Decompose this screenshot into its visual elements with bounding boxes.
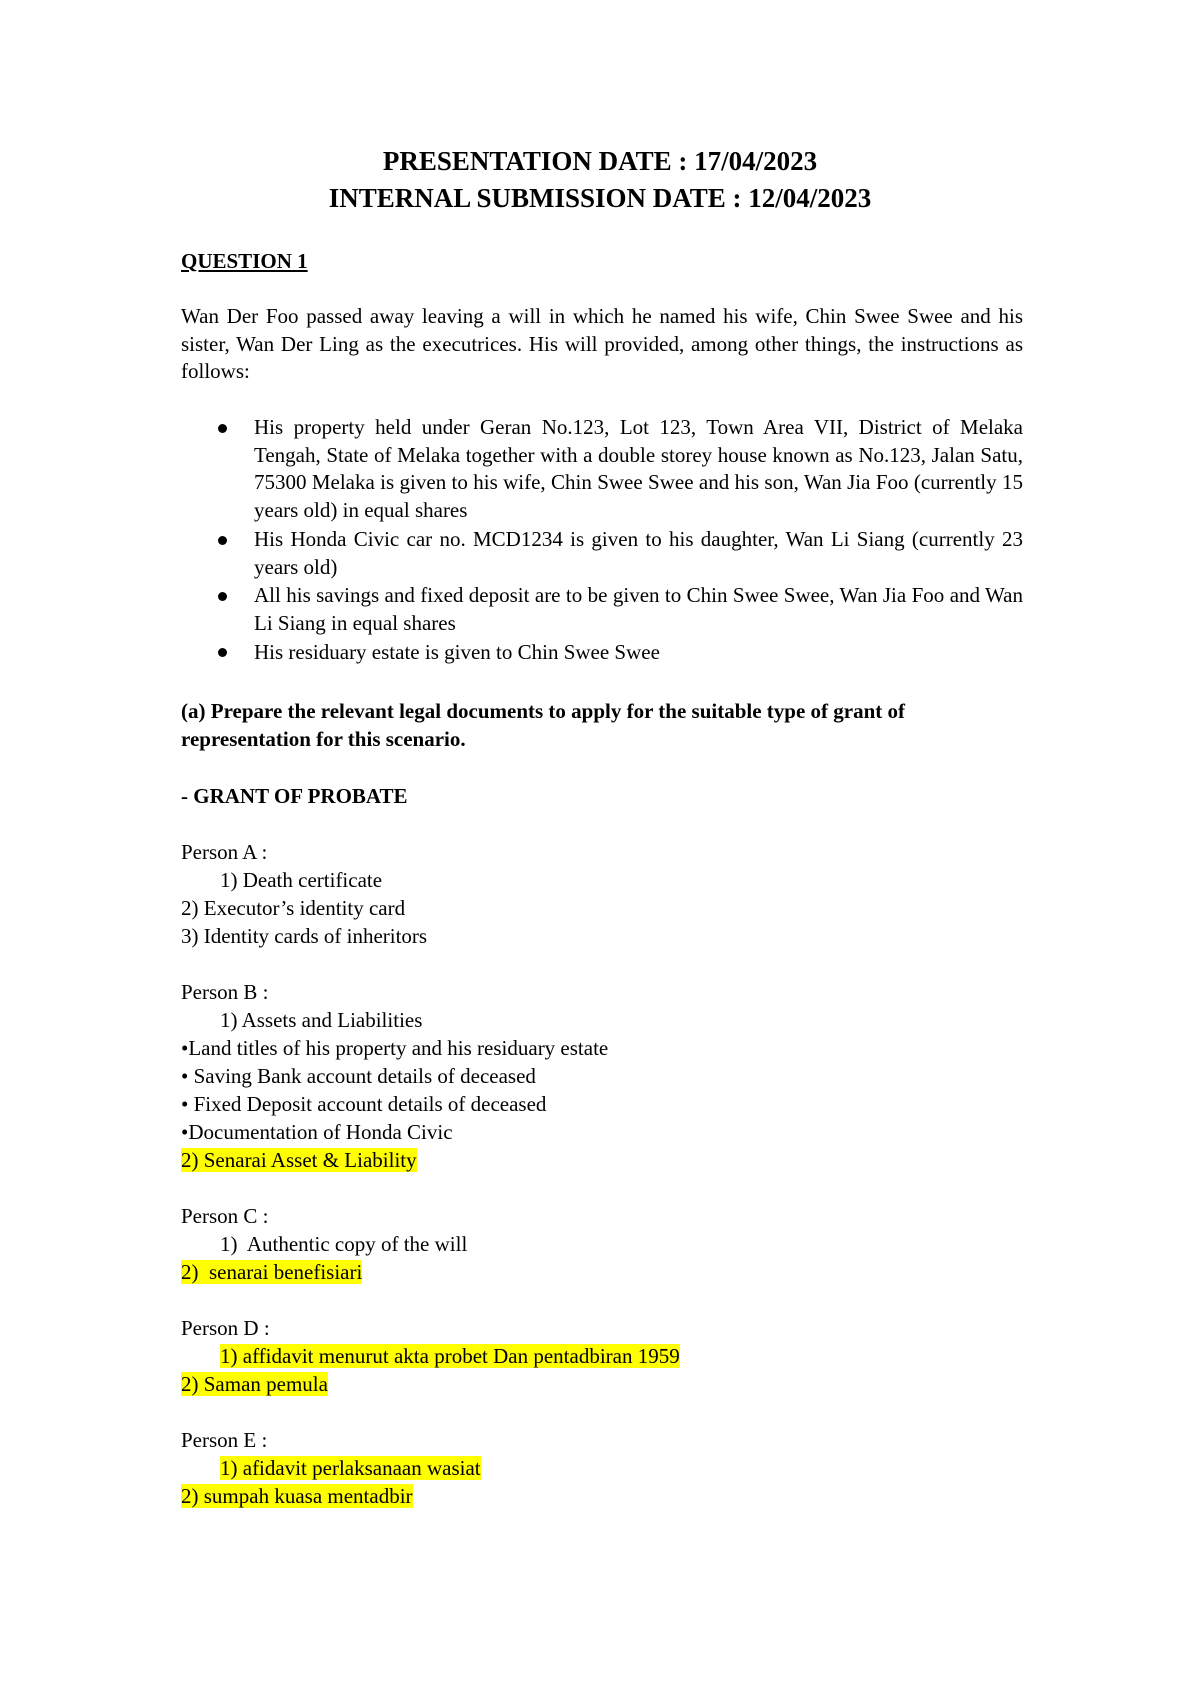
person-b-label: Person B : xyxy=(181,980,269,1004)
person-b-item: 1) Assets and Liabilities xyxy=(220,1008,423,1032)
grant-type: - GRANT OF PROBATE xyxy=(181,784,408,808)
bullet-icon xyxy=(218,536,230,548)
person-b-item: •Land titles of his property and his residuary estate xyxy=(181,1036,609,1060)
person-e-highlighted-item: 1) afidavit perlaksanaan wasiat xyxy=(220,1456,481,1480)
bullet-icon xyxy=(218,592,230,604)
person-c-highlighted-item: 2) senarai benefisiari xyxy=(181,1260,363,1284)
person-c-item: 1) Authentic copy of the will xyxy=(220,1232,468,1256)
list-item: His property held under Geran No.123, Lot 123, Town Area VII, District of Melaka Tengah, State of Melaka together with a double storey house known as No.123, Jalan Satu, 75300 Melaka is given to his wife, Chin Swee Swee and his son, Wan Jia Foo (currently 15 years old) in equal shares xyxy=(254,415,1023,522)
list-item: All his savings and fixed deposit are to be given to Chin Swee Swee, Wan Jia Foo and Wan Li Siang in equal shares xyxy=(254,583,1023,635)
question-heading: QUESTION 1 xyxy=(181,249,308,273)
person-a-label: Person A : xyxy=(181,840,268,864)
person-a-item: 1) Death certificate xyxy=(220,868,383,892)
internal-submission-date-heading: INTERNAL SUBMISSION DATE : 12/04/2023 xyxy=(328,183,872,213)
bullet-icon xyxy=(218,648,230,660)
person-b-item: •Documentation of Honda Civic xyxy=(181,1120,453,1144)
part-a-question: (a) Prepare the relevant legal documents to apply for the suitable type of grant of representation for this scenario. xyxy=(181,699,906,751)
person-b-item: • Saving Bank account details of deceased xyxy=(181,1064,536,1088)
person-b-highlighted-item: 2) Senarai Asset & Liability xyxy=(181,1148,417,1172)
list-item: His residuary estate is given to Chin Swee Swee xyxy=(254,640,660,664)
question-intro: Wan Der Foo passed away leaving a will in which he named his wife, Chin Swee Swee and his sister, Wan Der Ling as the executrices. His will provided, among other things, the instructions as follows: xyxy=(181,304,1023,383)
person-d-highlighted-item: 1) affidavit menurut akta probet Dan pentadbiran 1959 xyxy=(220,1344,680,1368)
list-item: His Honda Civic car no. MCD1234 is given to his daughter, Wan Li Siang (currently 23 years old) xyxy=(254,527,1023,579)
person-a-item: 2) Executor’s identity card xyxy=(181,896,406,920)
person-e-highlighted-item: 2) sumpah kuasa mentadbir xyxy=(181,1484,413,1508)
person-c-label: Person C : xyxy=(181,1204,269,1228)
person-a-item: 3) Identity cards of inheritors xyxy=(181,924,428,948)
bullet-icon xyxy=(218,424,230,436)
presentation-date-heading: PRESENTATION DATE : 17/04/2023 xyxy=(382,146,818,176)
person-e-label: Person E : xyxy=(181,1428,268,1452)
person-d-label: Person D : xyxy=(181,1316,270,1340)
person-b-item: • Fixed Deposit account details of deceased xyxy=(181,1092,547,1116)
person-d-highlighted-item: 2) Saman pemula xyxy=(181,1372,328,1396)
